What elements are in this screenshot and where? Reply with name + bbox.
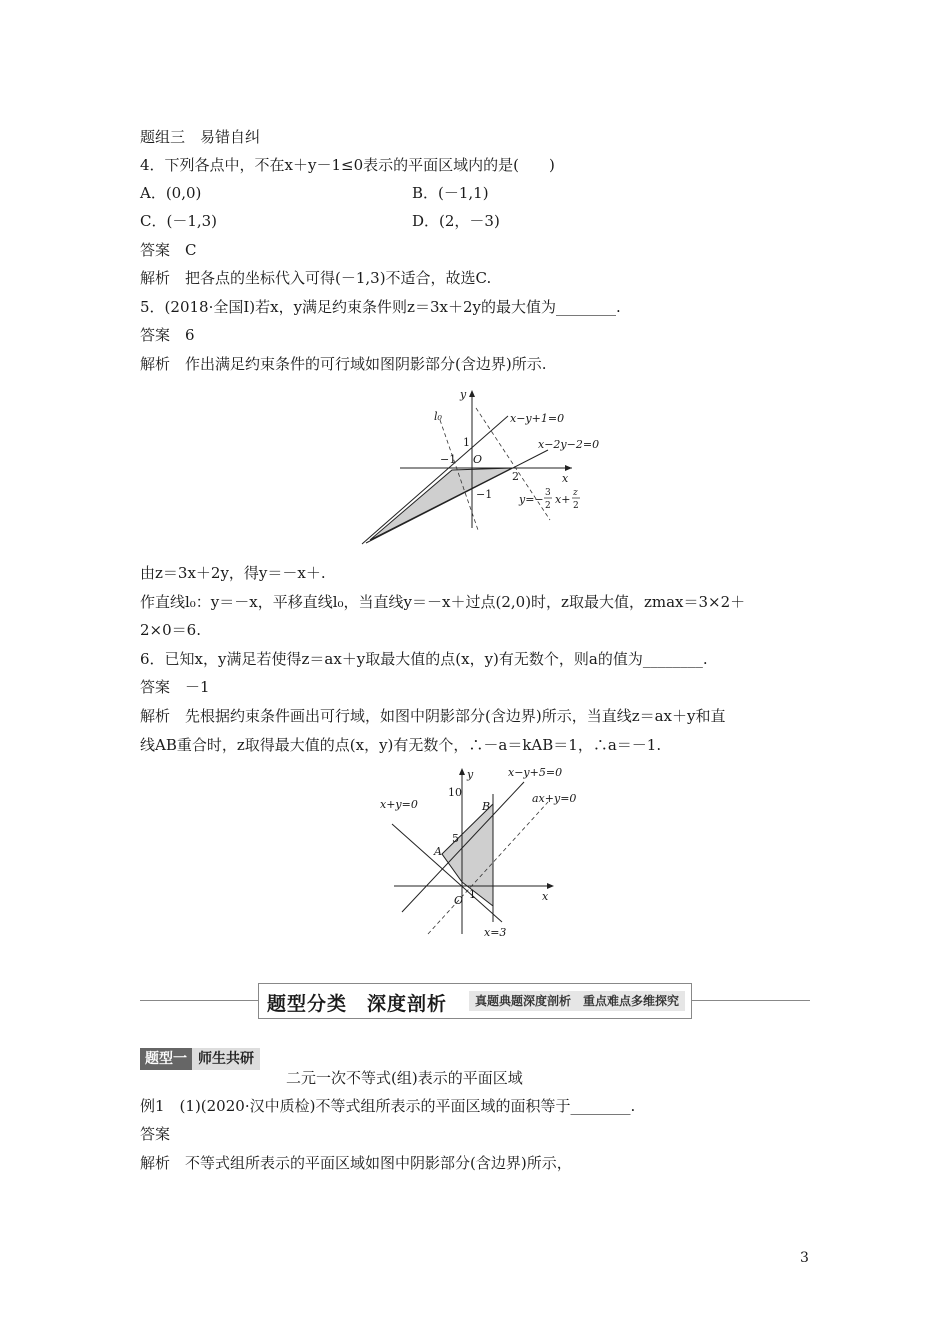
topic-tag-mode: 师生共研 [192, 1048, 260, 1070]
topic-tag-number: 题型一 [140, 1048, 192, 1070]
fig1-eq3-num2: z [573, 488, 578, 498]
fig1-eq3-lhs: y=− [519, 493, 544, 506]
q6-solution-1: 解析 先根据约束条件画出可行域，如图中阴影部分(含边界)所示，当直线z＝ax＋y和直 [140, 707, 726, 725]
fig1-l0: l₀ [434, 410, 442, 423]
q6-solution-2: 线AB重合时，z取得最大值的点(x，y)有无数个，∴－a＝kAB＝1，∴a＝－1. [140, 736, 662, 754]
q5-solution: 解析 作出满足约束条件的可行域如图阴影部分(含边界)所示. [140, 355, 547, 373]
question-6: 6．已知x，y满足若使得z＝ax＋y取最大值的点(x，y)有无数个，则a的值为________. [140, 650, 708, 668]
question-5: 5．(2018·全国Ⅰ)若x，y满足约束条件则z＝3x＋2y的最大值为________. [140, 298, 621, 316]
banner-title: 题型分类 深度剖析 [267, 993, 448, 1015]
fig1-eq3-mid: x+ [555, 493, 571, 506]
fig1-x: x [562, 472, 569, 485]
fig1-tick-1: 1 [463, 436, 470, 449]
fig2-eq3: x+y=0 [380, 798, 418, 811]
group-heading: 题组三 易错自纠 [140, 128, 261, 146]
q5-line3: 2×0＝6. [140, 621, 201, 639]
fig1-y: y [460, 388, 467, 401]
option-b: B．(－1,1) [412, 184, 489, 202]
example-1-answer: 答案 [140, 1125, 171, 1143]
option-a: A．(0,0) [140, 184, 202, 202]
option-d: D．(2，－3) [412, 212, 500, 230]
fig1-tick-neg1-x: −1 [440, 453, 457, 466]
page-number: 3 [800, 1250, 809, 1266]
option-c: C．(－1,3) [140, 212, 218, 230]
example-title: 二元一次不等式(组)表示的平面区域 [286, 1069, 523, 1087]
fig2-eq4: x=3 [484, 926, 507, 939]
fig1-eq3-den1: 2 [545, 501, 551, 511]
example-1: 例1 (1)(2020·汉中质检)不等式组所表示的平面区域的面积等于________. [140, 1097, 636, 1115]
q6-figure [372, 762, 602, 940]
fig1-eq3-den2: 2 [573, 501, 579, 511]
fig2-5: 5 [452, 832, 459, 845]
fig2-origin: O [454, 894, 464, 907]
section-banner [140, 983, 810, 1019]
q6-answer: 答案 －1 [140, 678, 210, 696]
fig2-point-a: A [434, 845, 442, 858]
q4-solution: 解析 把各点的坐标代入可得(－1,3)不适合，故选C. [140, 269, 492, 287]
fig1-origin: O [473, 453, 483, 466]
fig2-1: 1 [469, 888, 476, 901]
q5-line2: 作直线l₀：y＝－x，平移直线l₀，当直线y＝－x＋过点(2,0)时，z取最大值，zmax＝3×2＋ [140, 593, 746, 611]
fig2-x: x [542, 890, 549, 903]
question-4: 4．下列各点中，不在x＋y－1≤0表示的平面区域内的是( ) [140, 156, 555, 174]
topic-tag [140, 1048, 260, 1070]
fig2-point-b: B [482, 800, 491, 813]
fig2-eq1: x−y+5=0 [508, 766, 563, 779]
fig1-tick-neg1-y: −1 [476, 488, 493, 501]
banner-subtitle: 真题典题深度剖析 重点难点多维探究 [469, 991, 685, 1011]
q5-figure [360, 380, 620, 550]
fig1-eq1: x−y+1=0 [510, 412, 565, 425]
example-1-solution: 解析 不等式组所表示的平面区域如图中阴影部分(含边界)所示， [140, 1154, 572, 1172]
q4-answer: 答案 C [140, 241, 197, 259]
fig1-eq3-num1: 3 [545, 488, 551, 498]
fig2-eq2: ax+y=0 [532, 792, 577, 805]
fig2-10: 10 [448, 786, 462, 799]
fig1-tick-2: 2 [512, 470, 519, 483]
q5-answer: 答案 6 [140, 326, 195, 344]
q5-line1: 由z＝3x＋2y，得y＝－x＋. [140, 564, 326, 582]
fig2-y: y [467, 768, 474, 781]
fig1-eq2: x−2y−2=0 [538, 438, 600, 451]
